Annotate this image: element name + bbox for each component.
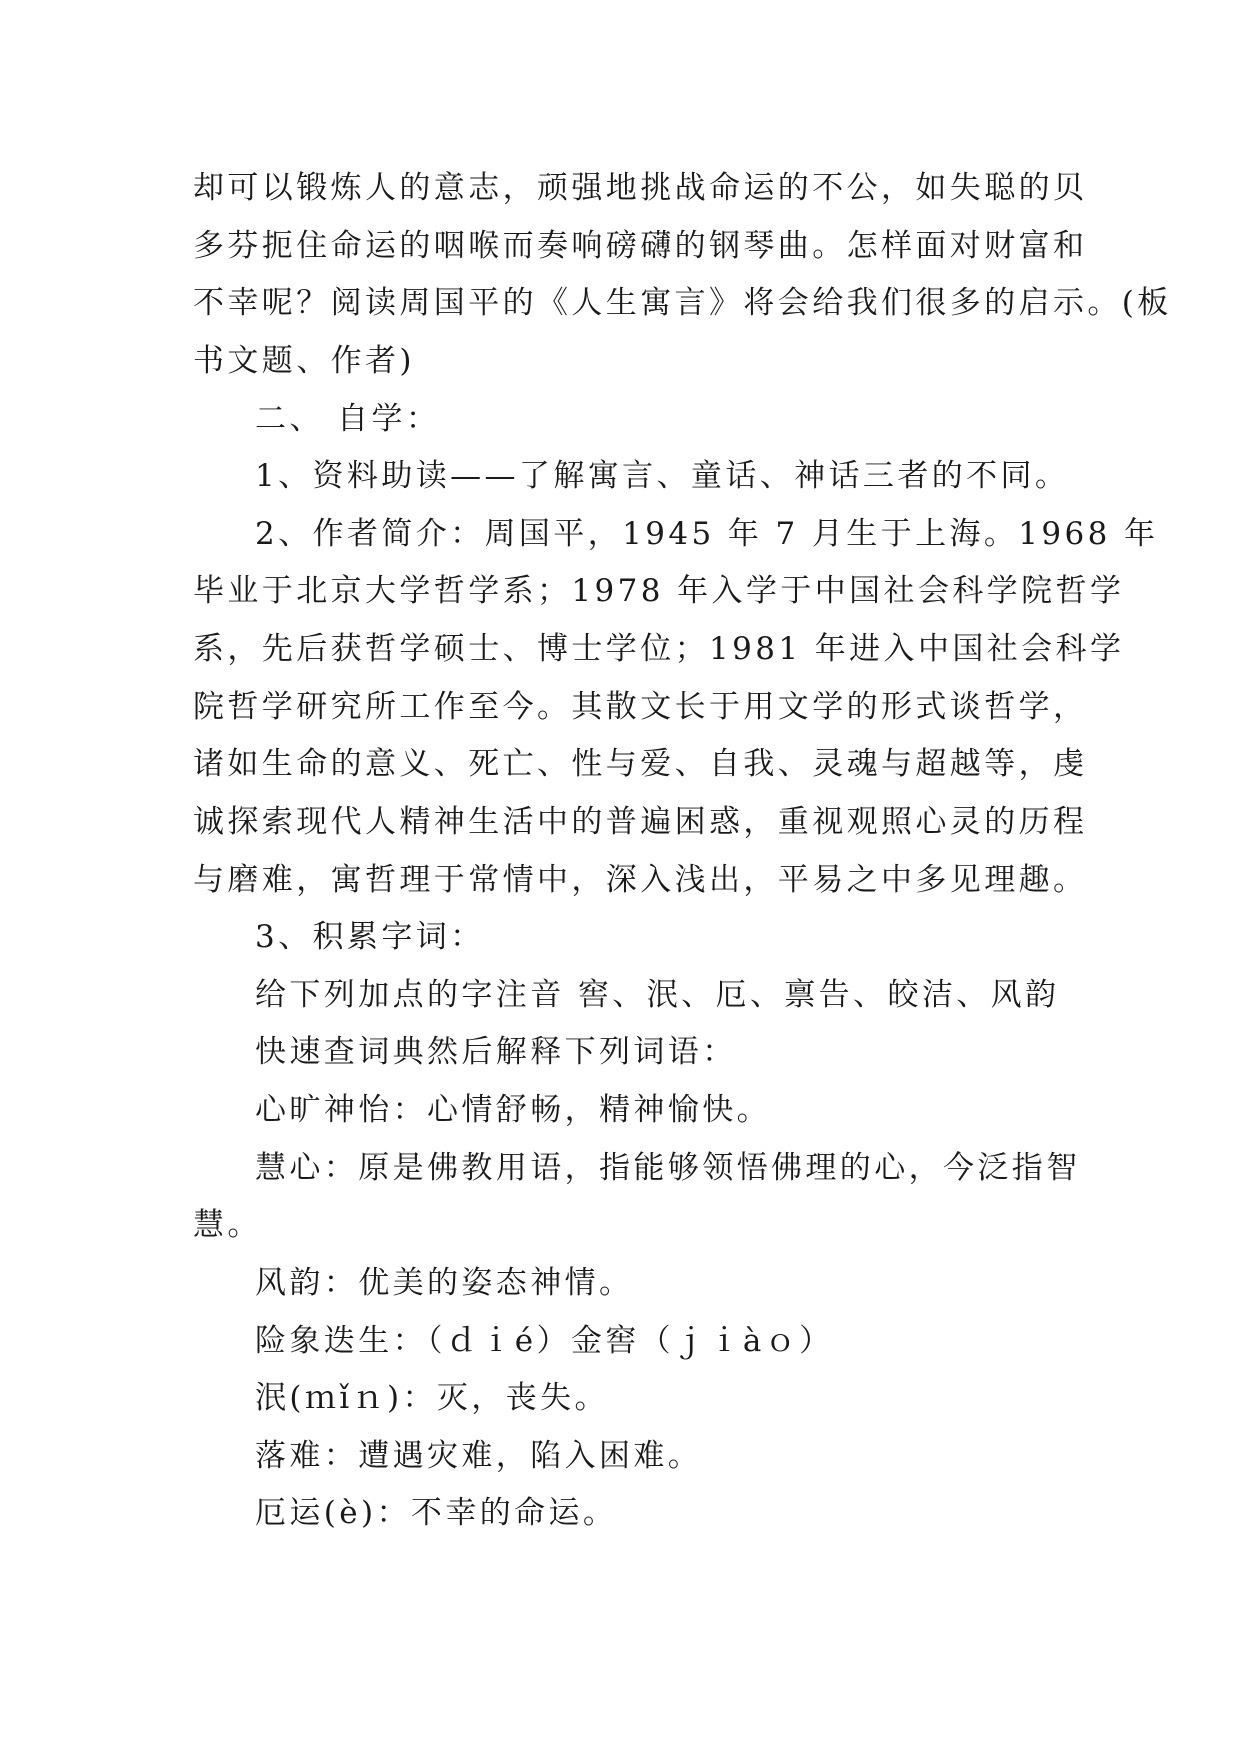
text-line-15: 给下列加点的字注音 窖、泯、厄、禀告、皎洁、风韵 [255, 977, 1060, 1013]
text-line-10: 院哲学研究所工作至今。其散文长于用文学的形式谈哲学， [193, 689, 1088, 725]
text-line-2: 多芬扼住命运的咽喉而奏响磅礴的钢琴曲。怎样面对财富和 [193, 228, 1088, 264]
text-line-17: 心旷神怡：心情舒畅，精神愉快。 [255, 1092, 771, 1128]
text-line-8: 毕业于北京大学哲学系；1978 年入学于中国社会科学院哲学 [193, 573, 1125, 609]
text-line-11: 诸如生命的意义、死亡、性与爱、自我、灵魂与超越等，虔 [193, 746, 1088, 782]
text-line-3: 不幸呢？阅读周国平的《人生寓言》将会给我们很多的启示。(板 [193, 285, 1172, 321]
text-line-14: 3、积累字词： [255, 919, 485, 955]
text-line-23: 落难：遭遇灾难，陷入困难。 [255, 1438, 703, 1474]
text-line-16: 快速查词典然后解释下列词语： [255, 1034, 737, 1070]
text-line-24: 厄运(è)：不幸的命运。 [255, 1495, 618, 1531]
text-line-9: 系，先后获哲学硕士、博士学位；1981 年进入中国社会科学 [193, 631, 1125, 667]
text-line-7: 2、作者简介：周国平，1945 年 7 月生于上海。1968 年 [255, 516, 1159, 552]
text-line-21: 险象迭生：（ｄｉé）金窖（ｊｉàｏ） [255, 1323, 834, 1359]
text-line-6: 1、资料助读——了解寓言、童话、神话三者的不同。 [255, 458, 1070, 494]
text-line-13: 与磨难，寓哲理于常情中，深入浅出，平易之中多见理趣。 [193, 862, 1088, 898]
section-heading-self-study: 二、 自学： [255, 401, 441, 437]
text-line-1: 却可以锻炼人的意志，顽强地挑战命运的不公，如失聪的贝 [193, 170, 1088, 206]
text-line-12: 诚探索现代人精神生活中的普遍困惑，重视观照心灵的历程 [193, 804, 1088, 840]
text-line-4: 书文题、作者) [193, 343, 415, 379]
text-line-18: 慧心：原是佛教用语，指能够领悟佛理的心，今泛指智 [255, 1150, 1081, 1186]
text-line-19: 慧。 [193, 1207, 262, 1243]
text-line-20: 风韵：优美的姿态神情。 [255, 1265, 634, 1301]
text-line-22: 泯(ｍǐｎ)：灭，丧失。 [255, 1380, 609, 1416]
